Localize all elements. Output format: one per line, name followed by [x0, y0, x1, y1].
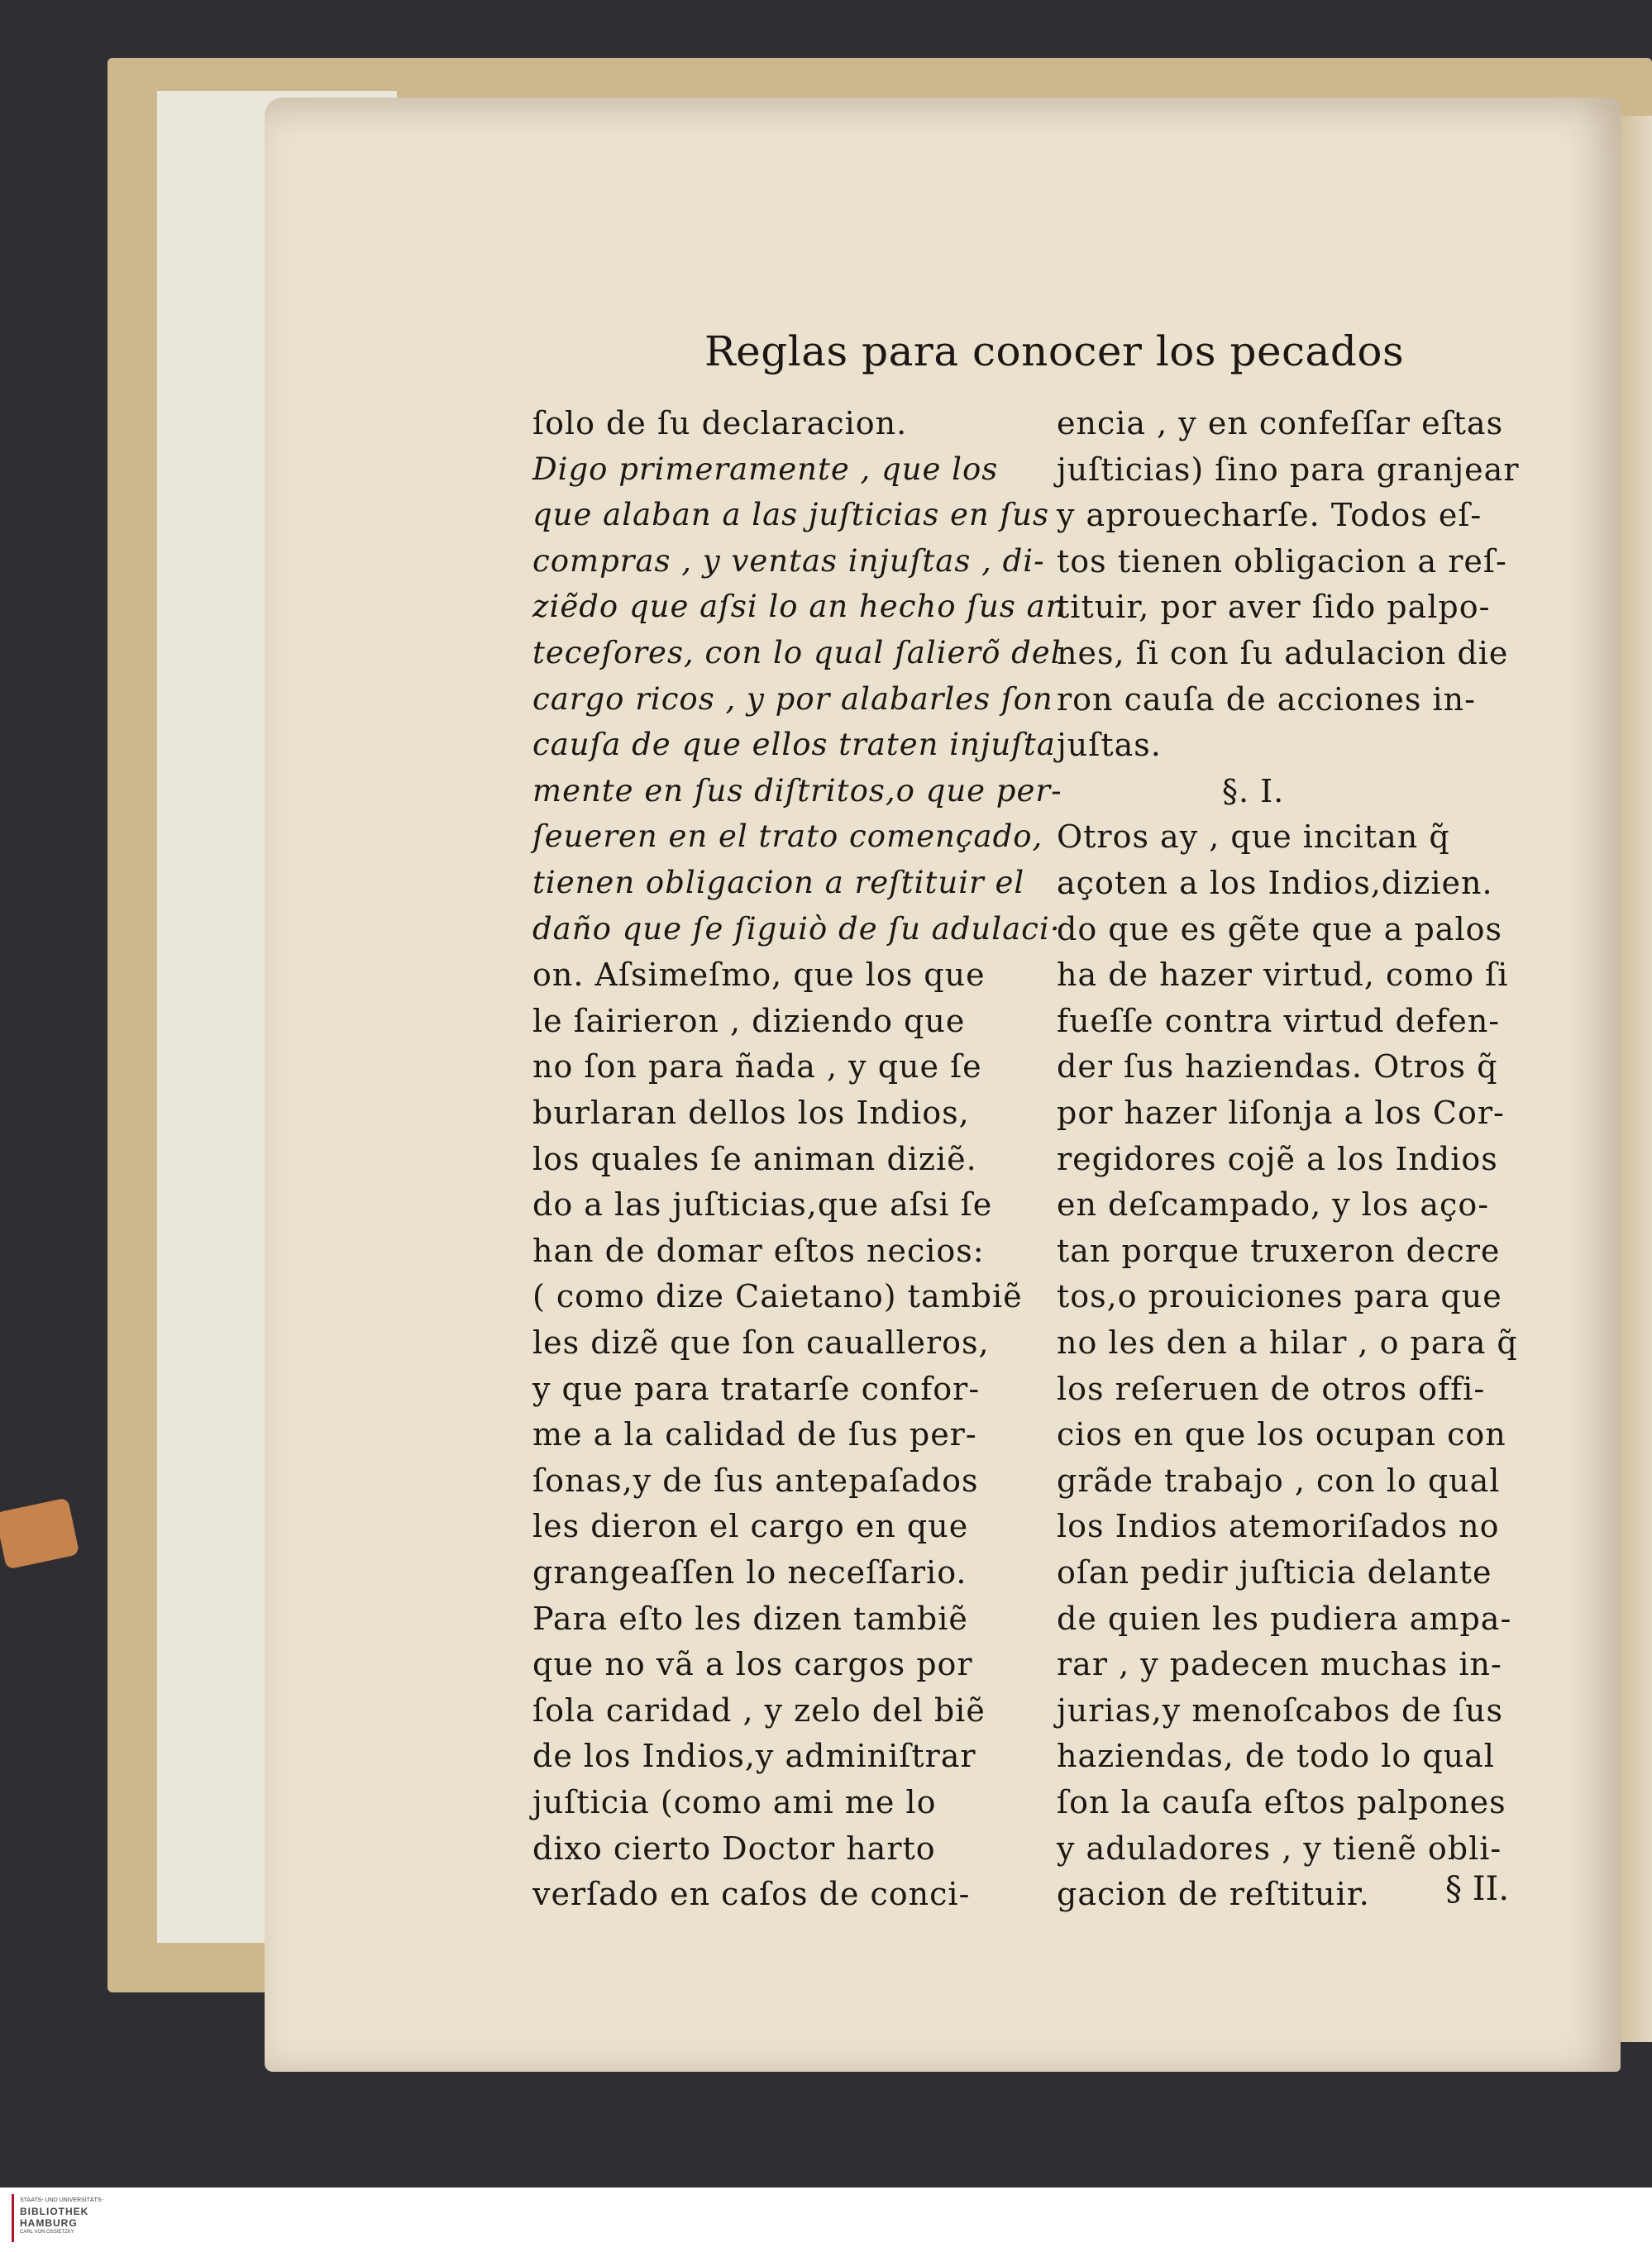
text-line: les dieron el cargo en que	[532, 1508, 969, 1545]
text-line: y aduladores , y tienẽ obli-	[1057, 1830, 1502, 1867]
text-line: me a la calidad de ſus per-	[532, 1416, 977, 1453]
catchword: § II.	[1445, 1870, 1510, 1908]
text-line: rar , y padecen muchas in-	[1057, 1646, 1502, 1683]
text-line: ſolo de ſu declaracion.	[532, 405, 908, 441]
text-line: ſola caridad , y zelo del biẽ	[532, 1691, 986, 1729]
text-line: ziẽdo que aſsi lo an hecho ſus an	[532, 589, 1067, 625]
text-line: juſticia (como ami me lo	[532, 1784, 937, 1820]
text-line: que no vã a los cargos por	[532, 1646, 973, 1683]
text-line: tituir, por aver ſido palpo-	[1057, 589, 1491, 626]
text-line: der ſus haziendas. Otros q̃	[1057, 1048, 1498, 1085]
text-line: de quien les pudiera ampa-	[1057, 1600, 1512, 1637]
text-line: fueſſe contra virtud defen-	[1057, 1002, 1501, 1039]
text-line: los quales ſe animan diziẽ.	[532, 1140, 977, 1177]
text-line: nes, ſi con ſu adulacion die	[1057, 635, 1509, 671]
text-line: de los Indios,y adminiſtrar	[532, 1738, 976, 1775]
text-line: dixo cierto Doctor harto	[532, 1830, 936, 1867]
text-line: juſtas.	[1057, 727, 1162, 764]
text-line: cios en que los ocupan con	[1057, 1416, 1506, 1453]
text-line: le ſairieron , diziendo que	[532, 1002, 966, 1039]
text-line: han de domar eſtos necios:	[532, 1232, 985, 1269]
text-line: burlaran dellos los Indios,	[532, 1095, 970, 1131]
logo-bar	[12, 2194, 14, 2242]
text-line: por hazer liſonja a los Cor-	[1057, 1095, 1505, 1131]
logo-line-2: BIBLIOTHEK	[20, 2206, 89, 2217]
text-line: tan porque truxeron decre	[1057, 1232, 1501, 1269]
text-line: cargo ricos , y por alabarles ſon	[532, 680, 1053, 717]
text-line: do que es gẽte que a palos	[1057, 910, 1502, 947]
text-line: encia , y en confeſſar eſtas	[1057, 405, 1504, 441]
text-line: Para eſto les dizen tambiẽ	[532, 1600, 968, 1637]
text-line: regidores cojẽ a los Indios	[1057, 1140, 1498, 1177]
text-line: tienen obligacion a reſtituir el	[532, 865, 1025, 900]
text-line: Otros ay , que incitan q̃	[1057, 818, 1450, 856]
text-line: no les den a hilar , o para q̃	[1057, 1324, 1518, 1361]
text-line: açoten a los Indios,dizien.	[1057, 865, 1493, 901]
text-line: y que para tratarſe confor-	[532, 1370, 981, 1407]
page-heading: Reglas para conocer los pecados	[704, 327, 1405, 375]
text-line: ſeueren en el trato començado,	[532, 818, 1043, 855]
text-line: ( como dize Caietano) tambiẽ	[532, 1278, 1023, 1315]
text-line: Digo primeramente , que los	[532, 451, 999, 487]
logo-line-3: HAMBURG	[20, 2217, 78, 2229]
logo-line-4: CARL VON OSSIETZKY	[20, 2230, 74, 2235]
text-line: juſticias) ſino para granjear	[1057, 451, 1520, 488]
text-line: los reſeruen de otros offi-	[1057, 1370, 1486, 1407]
text-line: grangeaſſen lo neceſſario.	[532, 1554, 967, 1591]
library-logo	[8, 2194, 103, 2245]
text-line: los Indios atemoriſados no	[1057, 1508, 1500, 1545]
text-line: mente en ſus diſtritos,o que per-	[532, 772, 1062, 809]
text-line: ha de hazer virtud, como ſi	[1057, 957, 1509, 994]
text-line: on. Aſsimeſmo, que los que	[532, 957, 986, 994]
text-line: ron cauſa de acciones in-	[1057, 680, 1476, 718]
text-line: les dizẽ que ſon caualleros,	[532, 1324, 990, 1361]
text-line: gacion de reſtituir.	[1057, 1876, 1370, 1913]
text-line: daño que ſe ſiguiò de ſu adulaci·	[532, 910, 1061, 947]
text-line: ſon la cauſa eſtos palpones	[1057, 1784, 1506, 1820]
text-line: teceſores, con lo qual ſalierõ del	[532, 635, 1062, 670]
text-line: verſado en caſos de conci-	[532, 1876, 971, 1913]
text-line: cauſa de que ellos traten injuſta	[532, 727, 1056, 763]
text-line: jurias,y menoſcabos de ſus	[1057, 1691, 1503, 1729]
text-line: tos tienen obligacion a reſ-	[1057, 542, 1507, 580]
text-line: ſonas,y de ſus antepaſados	[532, 1462, 979, 1499]
text-line: haziendas, de todo lo qual	[1057, 1738, 1495, 1775]
logo-line-1: STAATS- UND UNIVERSITÄTS-	[20, 2197, 103, 2203]
text-line: compras , y ventas injuſtas , di-	[532, 542, 1045, 579]
ribbon-bookmark	[0, 1497, 79, 1569]
text-line: grãde trabajo , con lo qual	[1057, 1462, 1501, 1499]
footer-strip	[0, 2188, 1652, 2252]
text-line: que alaban a las juſticias en ſus	[532, 497, 1049, 533]
text-line: y aprouecharſe. Todos eſ-	[1057, 497, 1483, 534]
text-line: tos,o prouiciones para que	[1057, 1278, 1502, 1315]
text-line: no ſon para ñada , y que ſe	[532, 1048, 982, 1085]
text-line: en deſcampado, y los aço-	[1057, 1186, 1490, 1224]
text-line: oſan pedir juſticia delante	[1057, 1554, 1492, 1591]
text-line: do a las juſticias,que aſsi ſe	[532, 1186, 993, 1224]
text-line: §. I.	[1222, 772, 1285, 809]
